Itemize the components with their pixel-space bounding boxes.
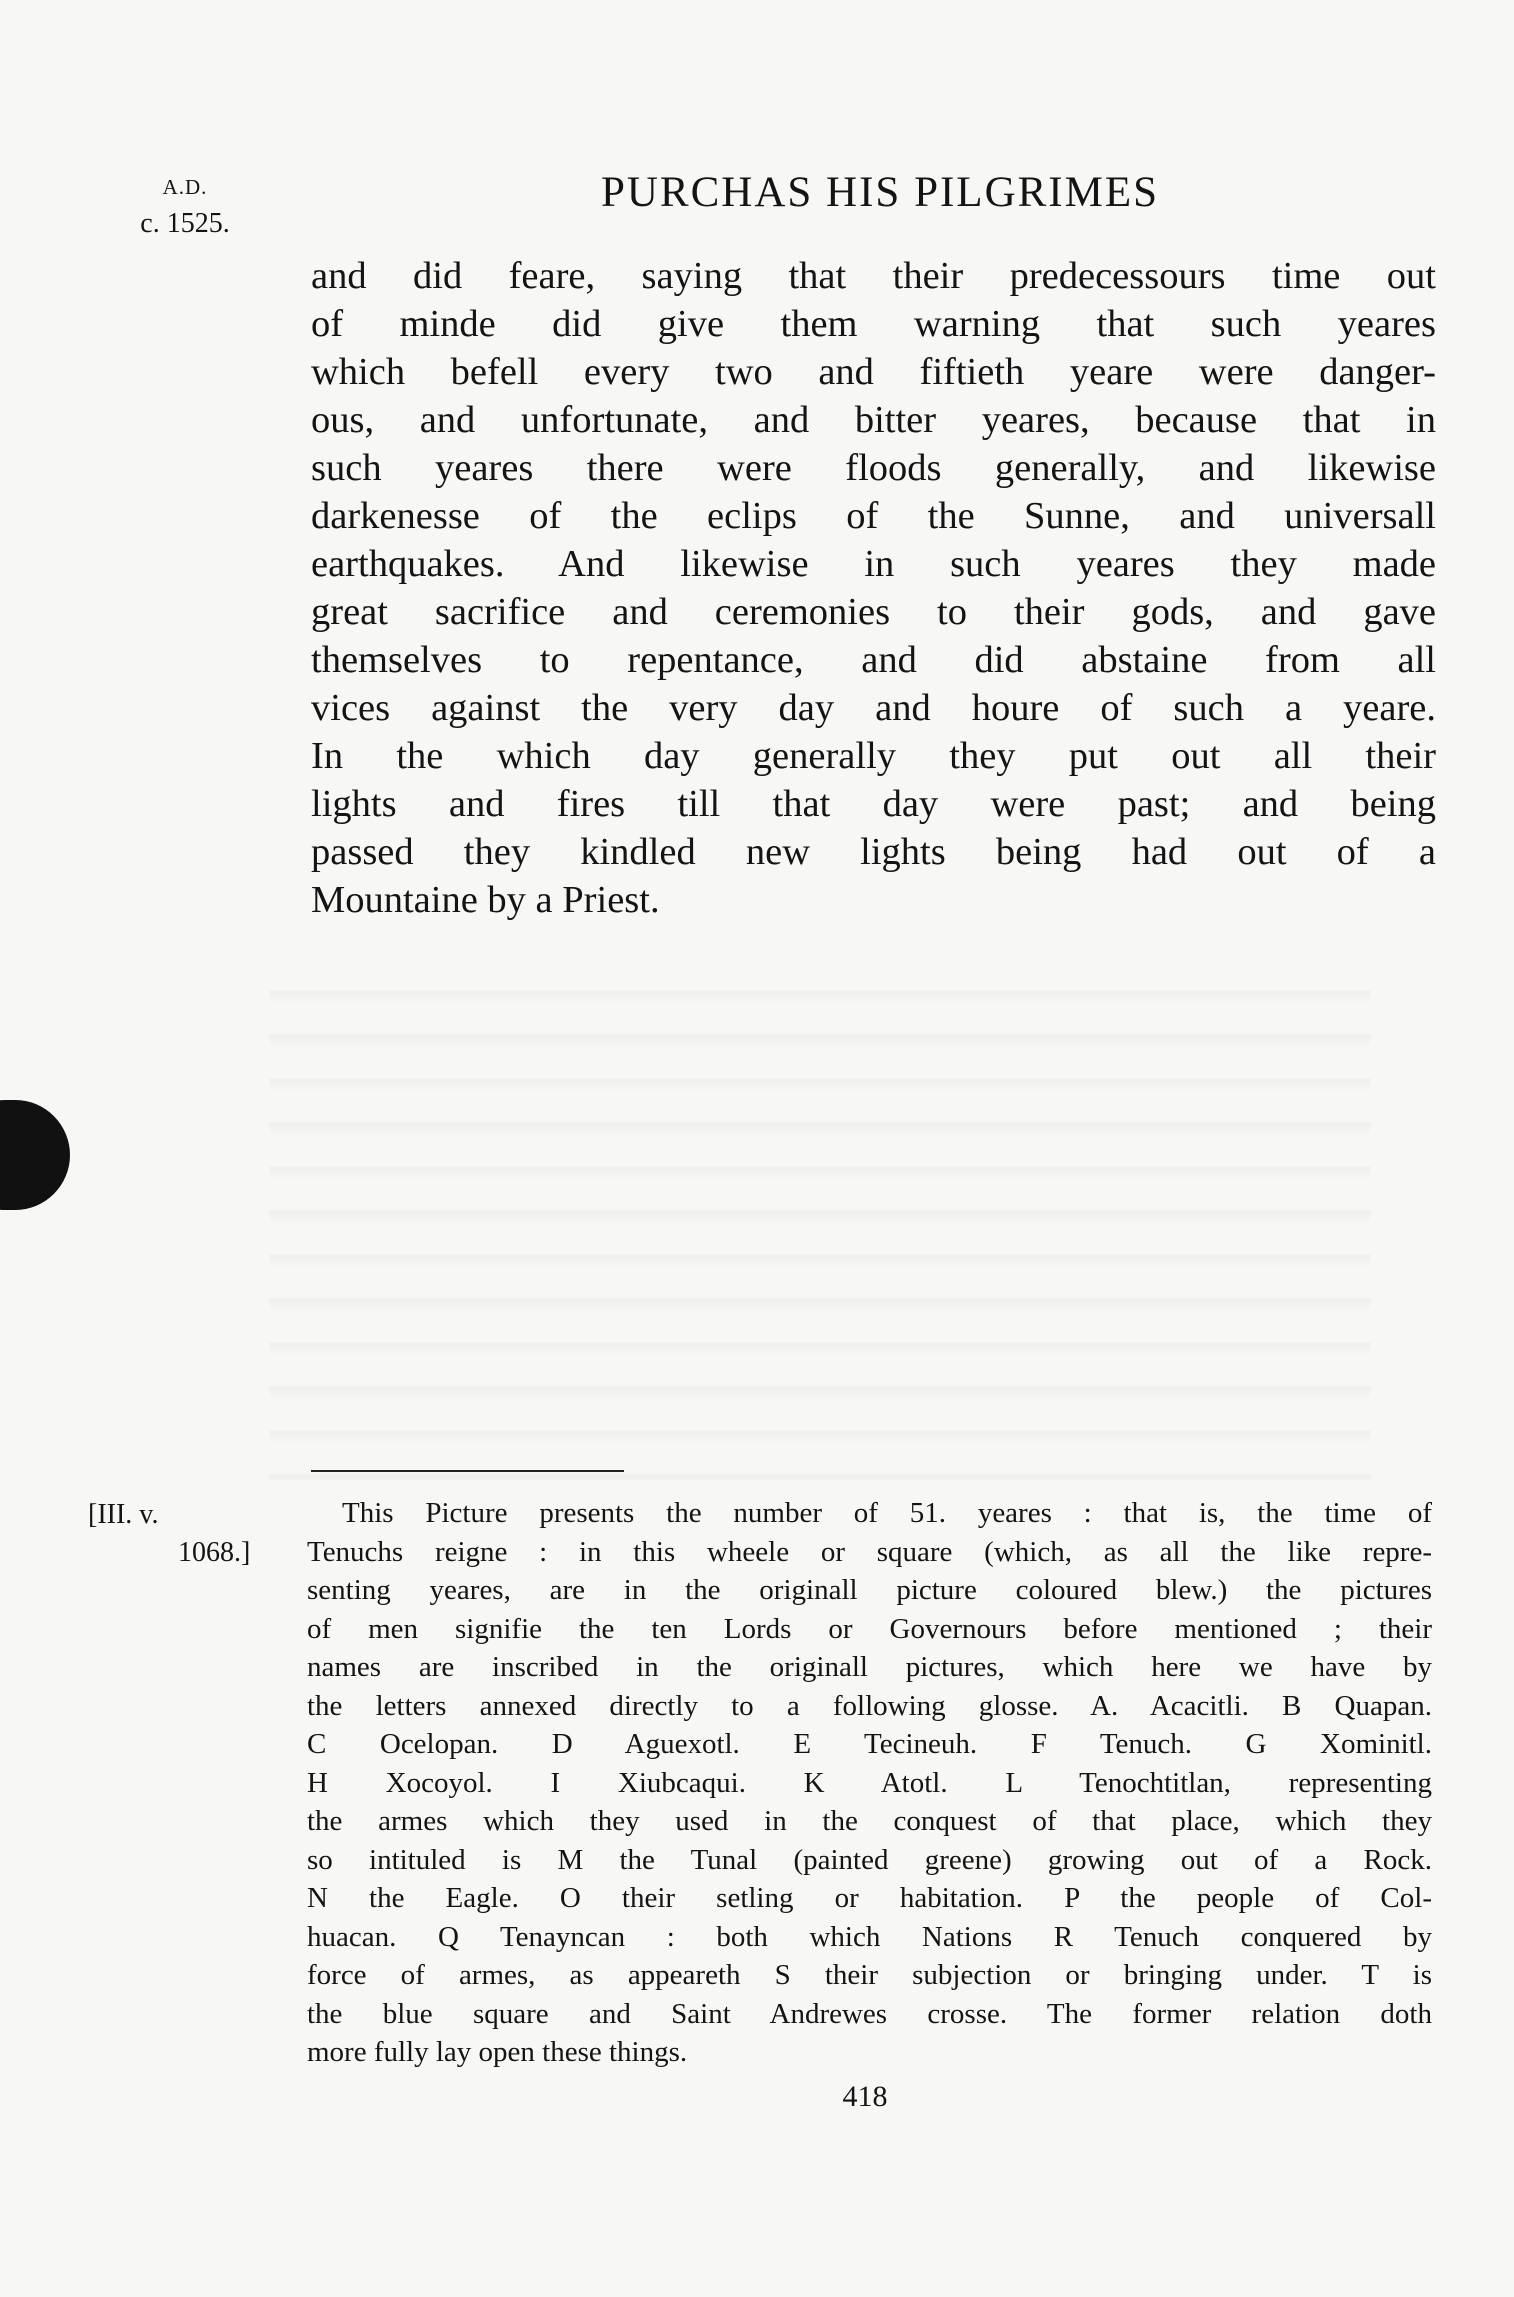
footnote-line: huacan. Q Tenayncan : both which Nations R Tenuch conquered by — [307, 1920, 1432, 1953]
footnote-line: senting yeares, are in the originall picture coloured blew.) the pictures — [307, 1574, 1432, 1606]
text-line: earthquakes. And likewise in such yeares they made — [311, 543, 1436, 585]
margin-year: c. 1525. — [140, 208, 230, 239]
margin-note — [88, 1496, 318, 1572]
margin-note-volume: [III. v. — [88, 1499, 159, 1530]
footnote-line: This Picture presents the number of 51. yeares : that is, the time of — [342, 1497, 1432, 1529]
margin-era: A.D. — [162, 175, 208, 199]
footnote-line: N the Eagle. O their setling or habitation. P the people of Col- — [307, 1882, 1432, 1914]
page-number: 418 — [842, 2080, 888, 2113]
text-line: In the which day generally they put out all their — [311, 735, 1436, 777]
footnote-line: more fully lay open these things. — [307, 2036, 688, 2068]
bleed-through-shadow — [270, 960, 1370, 1480]
footnote-line: names are inscribed in the originall pictures, which here we have by — [307, 1651, 1432, 1683]
text-line: passed they kindled new lights being had out of a — [311, 831, 1436, 873]
text-line: darkenesse of the eclips of the Sunne, and universall — [311, 495, 1436, 537]
margin-date — [100, 172, 270, 246]
text-line: such yeares there were floods generally, and likewise — [311, 447, 1436, 489]
footnote-rule — [311, 1470, 624, 1472]
thumb-shadow — [0, 1100, 70, 1210]
footnote-line: C Ocelopan. D Aguexotl. E Tecineuh. F Tenuch. G Xominitl. — [307, 1728, 1432, 1760]
footnote-paragraph — [307, 1494, 1432, 2072]
text-line: of minde did give them warning that such yeares — [311, 303, 1436, 345]
text-line: great sacrifice and ceremonies to their gods, and gave — [311, 591, 1436, 633]
text-line: which befell every two and fiftieth yeare were danger- — [311, 351, 1436, 393]
footnote-line: the armes which they used in the conquest of that place, which they — [307, 1805, 1432, 1837]
text-line: ous, and unfortunate, and bitter yeares, because that in — [311, 399, 1436, 441]
running-head: PURCHAS HIS PILGRIMES — [600, 169, 1160, 216]
footnote-line: the letters annexed directly to a following glosse. A. Acacitli. B Quapan. — [307, 1689, 1432, 1722]
footnote-line: of men signifie the ten Lords or Governours before mentioned ; their — [307, 1612, 1432, 1645]
text-line: themselves to repentance, and did abstaine from all — [311, 639, 1436, 681]
footnote-line: Tenuchs reigne : in this wheele or square (which, as all the like repre- — [307, 1535, 1432, 1568]
text-line: lights and fires till that day were past; and being — [311, 783, 1436, 825]
footnote-line: force of armes, as appeareth S their subjection or bringing under. T is — [307, 1959, 1432, 1991]
text-line: Mountaine by a Priest. — [311, 879, 660, 921]
text-line: and did feare, saying that their predecessours time out — [311, 255, 1436, 297]
text-line: vices against the very day and houre of such a yeare. — [311, 687, 1436, 729]
footnote-line: so intituled is M the Tunal (painted greene) growing out of a Rock. — [307, 1843, 1432, 1876]
main-paragraph — [311, 252, 1436, 924]
footnote-line: the blue square and Saint Andrewes crosse. The former relation doth — [307, 1997, 1432, 2030]
margin-note-page: 1068.] — [178, 1537, 251, 1568]
footnote-line: H Xocoyol. I Xiubcaqui. K Atotl. L Tenochtitlan, representing — [307, 1766, 1432, 1799]
